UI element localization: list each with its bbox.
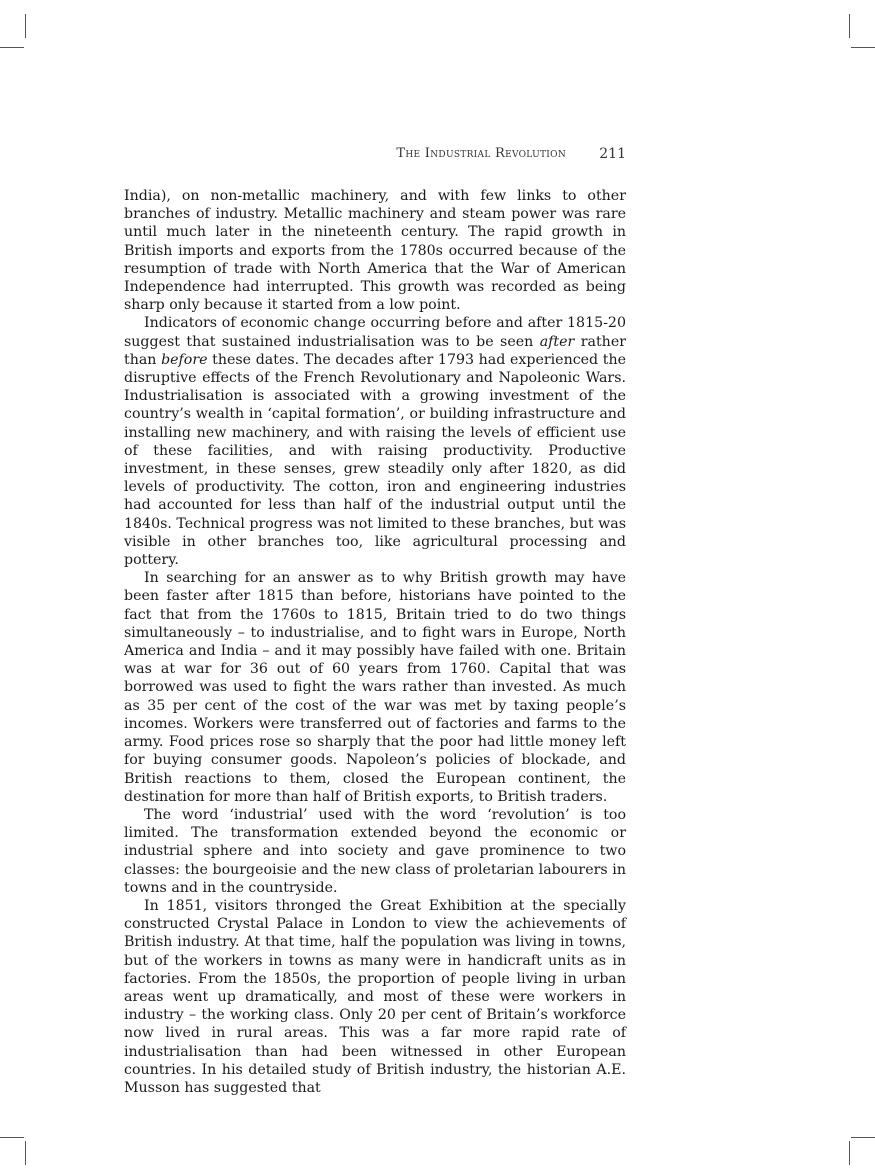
paragraph — [124, 314, 626, 569]
italic-text: before — [161, 351, 208, 368]
running-head — [124, 146, 626, 164]
text-run: these dates. The decades after 1793 had experienced the disruptive effects of the French Revolutionary and Napoleonic Wars. Industrialisation is associated with a growing investment of the country’s wealth in ‘capital formation’, or building infrastructure and installing new machinery, and with raising the levels of efficient use of these facilities, and with raising productivity. Productive investment, in these senses, grew steadily only after 1820, as did levels of productivity. The cotton, iron and engineering industries had accounted for less than half of the industrial output until the 1840s. Technical progress was not limited to these branches, but was visible in other branches too, like agricultural processing and pottery. — [124, 351, 626, 569]
text-run: The word ‘industrial’ used with the word ‘revolution’ is too limited. The transformation extended beyond the economic or industrial sphere and into society and gave prominence to two classes: the bourgeoisie and the new class of proletarian labourers in towns and in the countryside. — [124, 806, 626, 896]
paragraph — [124, 569, 626, 806]
text-run: Indicators of economic change occurring before and after 1815-20 suggest that sustained industrialisation was to be seen — [124, 315, 626, 350]
crop-mark-top-left — [25, 14, 26, 38]
crop-mark-top-right — [849, 14, 850, 38]
crop-mark-bottom-left-h — [0, 1137, 24, 1138]
paragraph — [124, 897, 626, 1097]
crop-mark-bottom-right — [849, 1141, 850, 1165]
text-run: In searching for an answer as to why British growth may have been faster after 1815 than before, historians have pointed to the fact that from the 1760s to 1815, Britain tried to do two things simultaneously – to industrialise, and to fight wars in Europe, North America and India – and it may possibly have failed with one. Britain was at war for 36 out of 60 years from 1760. Capital that was borrowed was used to fight the wars rather than invested. As much as 35 per cent of the cost of the war was met by taxing people’s incomes. Workers were transferred out of factories and farms to the army. Food prices rose so sharply that the poor had little money left for buying consumer goods. Napoleon’s policies of blockade, and British reactions to them, closed the European continent, the destination for more than half of British exports, to British traders. — [124, 570, 626, 805]
page-number: 211 — [599, 146, 626, 162]
crop-mark-bottom-left — [25, 1141, 26, 1165]
italic-text: after — [539, 333, 575, 350]
text-run: rather than — [124, 333, 626, 368]
crop-mark-bottom-right-h — [851, 1137, 875, 1138]
text-run: In 1851, visitors thronged the Great Exhibition at the specially constructed Crystal Palace in London to view the achievements of British industry. At that time, half the population was living in towns, but of the workers in towns as many were in handicraft units as in factories. From the 1850s, the proportion of people living in urban areas went up dramatically, and most of these were workers in industry – the working class. Only 20 per cent of Britain’s workforce now lived in rural areas. This was a far more rapid rate of industrialisation than had been witnessed in other European countries. In his detailed study of British industry, the historian A.E. Musson has suggested that — [124, 897, 626, 1096]
paragraph — [124, 187, 626, 314]
running-head-title: The Industrial Revolution — [396, 146, 566, 161]
text-run: India), on non-metallic machinery, and with few links to other branches of industry. Metallic machinery and steam power was rare until much later in the nineteenth century. The rapid growth in British imports and exports from the 1780s occurred because of the resumption of trade with North America that the War of American Independence had interrupted. This growth was recorded as being sharp only because it started from a low point. — [124, 188, 626, 314]
body-text — [124, 187, 626, 1097]
crop-mark-top-left-h — [0, 47, 24, 48]
crop-mark-top-right-h — [851, 47, 875, 48]
paragraph — [124, 806, 626, 897]
